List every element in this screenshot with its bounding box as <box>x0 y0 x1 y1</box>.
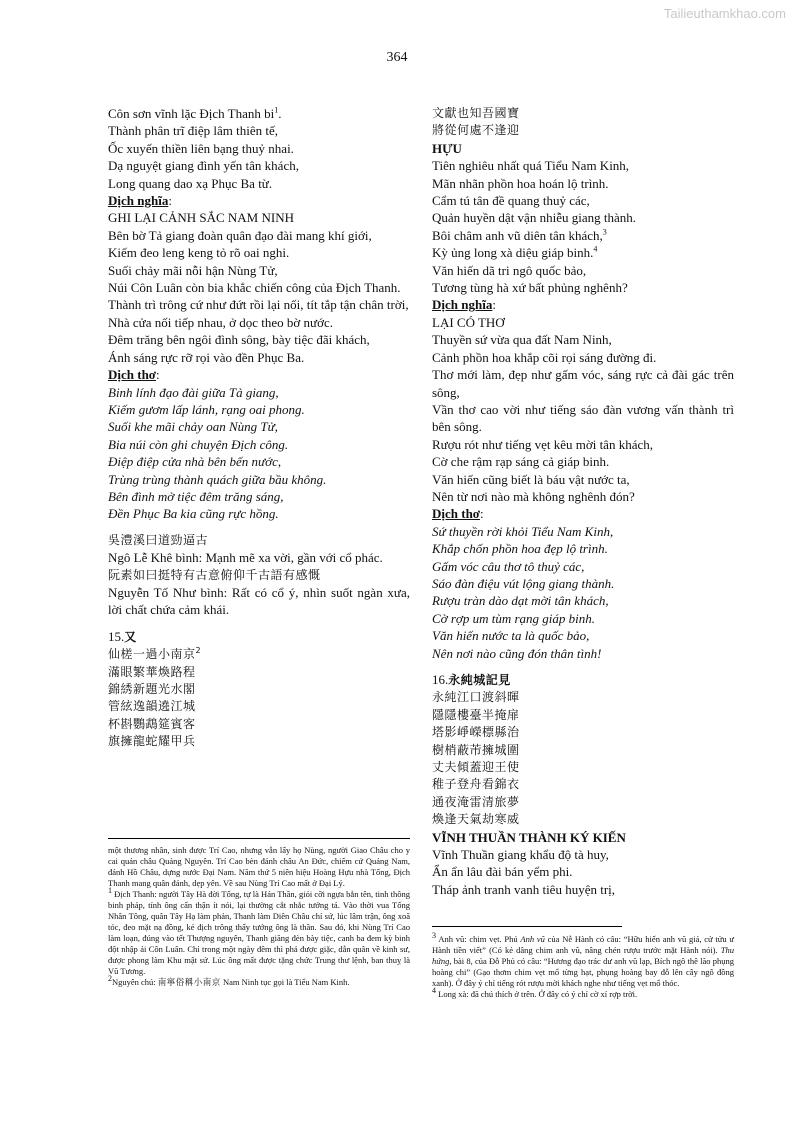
footnote-1: $^1$ Địch Thanh: người Tây Hà đời Tống, tự là Hán Thần, giỏi cỡi ngựa bắn tên, tinh thông binh pháp, tính ông cẩn thận ít nói, lại thường cắt nhắc tướng tá. Vào thời vua Tống Nhân Tông, quân Tây Hạ làm phản, Thanh làm Diên Châu chỉ sứ, lúc lâm trận, ông xoã tóc, đeo mặt nạ đồng, kẻ địch trông thấy tướng ông là thần. Sau đó, khi Nùng Trí Cao làm loạn, đúng vào tết Thượng nguyên, Thanh giăng đèn bày tiệc, canh ba đem kỳ binh đột nhập ải Côn Luân. Chỉ trong một ngày đêm thì phá được giặc, dẫn quân về kinh sư, được phong làm Khu mật sứ. Lúc ông mất được tặng chức Trung thư lệnh, ban thuỵ là Vũ Tương. <box>108 886 410 976</box>
meaning-line: Vần thơ cao vời như tiếng sáo đàn vương vấn thành trì bên sông. <box>432 401 734 435</box>
comment-viet: Ngô Lễ Khê bình: Mạnh mẽ xa vời, gần với cổ phác. <box>108 550 383 566</box>
verse-line: Bên đình mở tiệc đêm trăng sáng, <box>108 488 284 504</box>
han-line: 稚子登舟看錦衣 <box>432 777 520 792</box>
verse-line: Rượu tràn dào dạt mời tân khách, <box>432 593 609 609</box>
han-line: 隱隱樓臺半掩扉 <box>432 707 520 722</box>
meaning-line: Đêm trăng bên ngôi đình sông, bày tiệc đãi khách, <box>108 332 370 348</box>
meaning-line: Rượu rót như tiếng vẹt kêu mời tân khách, <box>432 436 653 452</box>
meaning-line: Cảnh phồn hoa khắp cõi rọi sáng đường đi. <box>432 349 657 365</box>
meaning-title: LẠI CÓ THƠ <box>432 314 505 330</box>
dich-nghia-label: Dịch nghĩa: <box>432 297 496 313</box>
meaning-line: Kiếm đeo leng keng tỏ rõ oai nghi. <box>108 245 290 261</box>
comment-viet: Nguyễn Tố Như bình: Rất có cổ ý, nhìn suốt ngàn xưa, lời chất chứa cảm khái. <box>108 584 410 618</box>
verse-line: Cờ rợp um tùm rạng giáp binh. <box>432 610 596 626</box>
meaning-line: Nên từ nơi nào mà không nghênh đón? <box>432 488 635 504</box>
poem-line: Tháp ảnh tranh vanh tiêu huyện trị, <box>432 881 616 897</box>
han-line: 將從何處不逢迎 <box>432 123 520 138</box>
verse-line: Đền Phục Ba kia cũng rực hồng. <box>108 506 279 522</box>
han-line: 管絃逸韻遶江城 <box>108 699 196 714</box>
han-line: 旗擁龍蛇耀甲兵 <box>108 734 196 749</box>
footnote-rule <box>432 926 622 927</box>
poem-title: VĨNH THUẦN THÀNH KÝ KIẾN <box>432 829 626 845</box>
han-line: 通夜淹雷清旅夢 <box>432 794 520 809</box>
han-line: 塔影崢嶸標縣治 <box>432 725 520 740</box>
han-line: 杯斟鸚鵡筵賓客 <box>108 716 196 731</box>
verse-line: Sáo đàn điệu vút lộng giang thành. <box>432 575 615 591</box>
poem-heading: 15.又 <box>108 628 137 644</box>
poem-line: Dạ nguyệt giang đình yến tân khách, <box>108 158 299 174</box>
verse-line: Suối khe mãi chảy oan Nùng Tử, <box>108 419 278 435</box>
han-line: 永純江口渡斜暉 <box>432 690 520 705</box>
verse-line: Văn hiến nước ta là quốc bảo, <box>432 628 590 644</box>
footnotes-right <box>432 931 735 1000</box>
footnote-2: $^2$Nguyên chú: 南寧俗稱小南京 Nam Ninh tục gọi là Tiểu Nam Kinh. <box>108 974 350 988</box>
poem-line: Tiên nghiêu nhất quá Tiểu Nam Kinh, <box>432 158 630 174</box>
verse-line: Sứ thuyền rời khỏi Tiểu Nam Kinh, <box>432 523 614 539</box>
meaning-line: Ánh sáng rực rỡ rọi vào đền Phục Ba. <box>108 349 305 365</box>
verse-line: Binh lính đạo đài giữa Tả giang, <box>108 384 279 400</box>
han-line: 滿眼繁華煥路程 <box>108 664 196 679</box>
poem-line: Ốc xuyến thiền liên bạng thuỷ nhai. <box>108 140 294 156</box>
han-line: 錦綉新題光水閣 <box>108 682 196 696</box>
dich-tho-label: Dịch thơ: <box>108 367 160 383</box>
footnote-3: $^3$ Anh vũ: chim vẹt. Phú Anh vũ của Nễ Hành có câu: “Hữu hiến anh vũ giả, cử tửu ư Hành tiền viết” (Có kẻ dâng chim anh vũ, nâng chén rượu trước mặt Hành nói). Thu hứng, bài 8, của Đỗ Phủ có câu: “Hương đạo trác dư anh vũ lạp, Bích ngô thê lão phụng hoàng chi” (Gạo thơm chim vẹt mổ từng hạt, phụng hoàng bay đỗ lên cây ngô đồng xanh). Ở đây ý chỉ tiếng rót rượu mời khách nghe như tiếng vẹt mổ thóc. <box>432 931 735 988</box>
poem-line: Kỳ ủng long xà diệu giáp binh.$^4$ <box>432 244 598 261</box>
footnote-rule <box>108 838 410 839</box>
verse-line: Trùng trùng thành quách giữa bầu không. <box>108 471 327 487</box>
han-line: 仙槎一過小南京$^2$ <box>108 646 202 662</box>
comment-han: 阮素如曰挺特有古意俯仰千古語有感慨 <box>108 567 321 582</box>
poem-title: HỰU <box>432 140 462 156</box>
meaning-line: Văn hiến cũng biết là báu vật nước ta, <box>432 471 630 487</box>
meaning-line: Thành trì trông cứ như đứt rồi lại nối, tít tắp tận chân trời, <box>108 297 409 313</box>
verse-line: Khắp chốn phồn hoa đẹp lộ trình. <box>432 541 608 557</box>
poem-line: Côn sơn vĩnh lặc Địch Thanh $bi^1$. <box>108 105 282 121</box>
watermark: Tailieuthamkhao.com <box>663 6 786 21</box>
poem-line: Ẩn ẩn lâu đài bán yểm phi. <box>432 864 573 880</box>
footnotes-left <box>108 845 410 989</box>
poem-line: Văn hiến dã tri ngô quốc bảo, <box>432 262 587 278</box>
meaning-line: Nhà cửa nối tiếp nhau, ở dọc theo bờ nước. <box>108 314 333 330</box>
footnote-text: một thương nhân, sinh được Trí Cao, nhưng vẫn lấy họ Nùng, người Giao Châu cho y cai quản châu Quảng Nguyên. Trí Cao bèn đánh châu An Đức, chiếm cứ Quảng Nam, đánh Hồ Châu, dựng nước Đại Nam. Năm thứ 5 niên hiệu Hoàng Hựu nhà Tống, Địch Thanh mang quân đánh, dẹp yên. Về sau Nùng Trí Cao mất ở Đại Lý. <box>108 845 410 888</box>
poem-line: Tương tùng hà xứ bất phủng nghênh? <box>432 280 628 296</box>
verse-line: Gấm vóc câu thơ tô thuỷ các, <box>432 558 585 574</box>
verse-line: Điệp điệp cửa nhà bên bến nước, <box>108 454 282 470</box>
poem-line: Vĩnh Thuần giang khẩu độ tà huy, <box>432 847 609 863</box>
verse-line: Nên nơi nào cũng đón thân tình! <box>432 645 602 661</box>
page-number: 364 <box>386 50 408 65</box>
han-line: 丈夫傾蓋迎王使 <box>432 760 520 775</box>
meaning-line: Thuyền sứ vừa qua đất Nam Ninh, <box>432 332 612 348</box>
verse-line: Kiếm gươm lấp lánh, rạng oai phong. <box>108 401 305 417</box>
han-line: 樹梢蔽芾擁城圍 <box>432 742 520 757</box>
han-line: 文獻也知吾國寶 <box>432 106 520 120</box>
poem-line: Mãn nhãn phồn hoa hoán lộ trình. <box>432 175 609 191</box>
meaning-line: Thơ mới làm, đẹp như gấm vóc, sáng rực cả đài gác trên sông, <box>432 367 734 400</box>
verse-line: Bia núi còn ghi chuyện Địch công. <box>108 436 289 452</box>
right-column <box>432 105 734 898</box>
meaning-line: Bên bờ Tả giang đoàn quân đạo đài mang khí giới, <box>108 227 372 243</box>
meaning-line: Núi Côn Luân còn bia khắc chiến công của Địch Thanh. <box>108 280 401 296</box>
poem-line: Thành phân trĩ điệp lâm thiên tế, <box>108 123 279 139</box>
dich-tho-label: Dịch thơ: <box>432 506 484 522</box>
meaning-line: Suối chảy mãi nỗi hận Nùng Tử, <box>108 262 278 278</box>
poem-heading: 16.永純城記見 <box>432 672 511 687</box>
dich-nghia-label: Dịch nghĩa: <box>108 193 172 209</box>
footnote-4: $^4$ Long xà: đã chú thích ở trên. Ở đây có ý chỉ cờ xí rợp trời. <box>432 986 638 999</box>
poem-line: Quản huyền dật vận nhiễu giang thành. <box>432 210 636 226</box>
left-column <box>108 105 410 751</box>
poem-line: Bôi châm anh vũ diên tân khách,$^3$ <box>432 227 607 243</box>
meaning-line: Cờ che rậm rạp sáng cả giáp binh. <box>432 454 610 470</box>
han-line: 煥逢天氣劫寒威 <box>432 812 520 827</box>
comment-han: 吳澧溪曰道勁逼古 <box>108 532 209 547</box>
poem-line: Long quang dao xạ Phục Ba từ. <box>108 175 273 191</box>
meaning-title: GHI LẠI CẢNH SẮC NAM NINH <box>108 210 294 226</box>
poem-line: Cẩm tú tân đề quang thuỷ các, <box>432 193 590 209</box>
